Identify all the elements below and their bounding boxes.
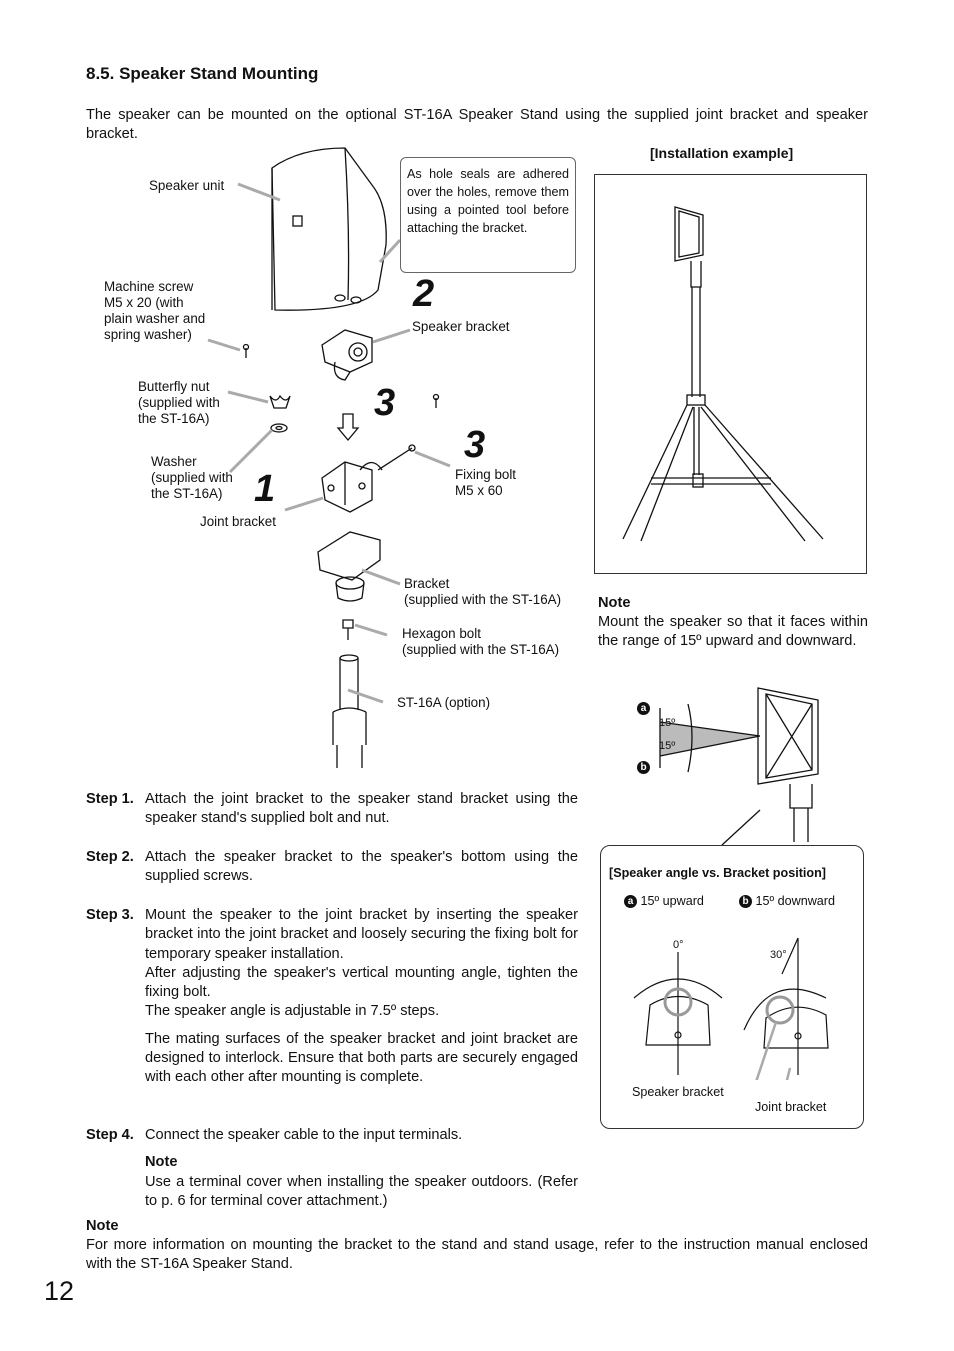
step4-note-label: Note xyxy=(145,1154,178,1171)
label-joint-bracket: Joint bracket xyxy=(200,514,276,529)
angle-up-label: 15º xyxy=(659,717,676,729)
note-bottom-text: For more information on mounting the bracket to the stand and stand usage, refer to the instruction manual enclosed with the ST-16A Speaker Stand. xyxy=(86,1237,868,1272)
label-speaker-bracket-angle: Speaker bracket xyxy=(632,1085,724,1099)
step4-note-text: Use a terminal cover when installing the speaker outdoors. (Refer to p. 6 for terminal cover attachment.) xyxy=(145,1173,578,1209)
angle-box-title: [Speaker angle vs. Bracket position] xyxy=(609,866,826,880)
step-3: Step 3. Mount the speaker to the joint bracket by inserting the speaker bracket into the joint bracket and loosely securing the fixing bolt for temporary speaker installation. After adjusting the speaker's vertical mounting angle, tighten the fixing bolt. The speaker angle is adjustable in 7.5º steps. The mating surfaces of the speaker bracket and joint bracket are designed to interlock. Ensure that both parts are securely engaged with each other after mounting is complete. xyxy=(86,907,578,1086)
step-1: Step 1. Attach the joint bracket to the speaker stand bracket using the speaker stand's supplied bolt and nut. xyxy=(86,791,578,827)
label-joint-bracket-angle: Joint bracket xyxy=(755,1100,827,1114)
page-number: 12 xyxy=(44,1276,75,1306)
note-right xyxy=(598,594,868,651)
installation-example-title: [Installation example] xyxy=(650,145,794,161)
step-number-2: 2 xyxy=(413,273,435,315)
bracket-position-diagram xyxy=(620,930,850,1080)
option-b: b 15º downward xyxy=(739,894,835,908)
mark-b-bottom: b xyxy=(637,758,650,776)
installation-example-frame xyxy=(594,174,867,574)
step-4: Step 4. Connect the speaker cable to the input terminals. Note Use a terminal cover when installing the speaker outdoors. (Refer to p. 6 for terminal cover attachment.) xyxy=(86,1127,578,1209)
mark-a-top: a xyxy=(637,699,650,717)
note-bottom-label: Note xyxy=(86,1218,119,1234)
intro-paragraph: The speaker can be mounted on the optional ST-16A Speaker Stand using the supplied joint bracket and speaker bracket. xyxy=(86,107,868,142)
step-number-3b: 3 xyxy=(464,424,486,466)
label-fixing-bolt: Fixing bolt M5 x 60 xyxy=(455,467,517,498)
step-2: Step 2. Attach the speaker bracket to the speaker's bottom using the supplied screws. xyxy=(86,849,578,885)
note-right-text: Mount the speaker so that it faces within the range of 15º upward and downward. xyxy=(598,614,868,649)
label-washer: Washer (supplied with the ST-16A) xyxy=(151,454,233,501)
label-hexagon-bolt: Hexagon bolt (supplied with the ST-16A) xyxy=(402,626,560,657)
label-stand: ST-16A (option) xyxy=(397,695,491,710)
label-speaker-unit: Speaker unit xyxy=(149,178,225,193)
deg-30-label: 30° xyxy=(770,949,787,961)
label-speaker-bracket: Speaker bracket xyxy=(412,319,510,334)
label-machine-screw: Machine screw M5 x 20 (with plain washer and spring washer) xyxy=(104,279,206,342)
label-butterfly-nut: Butterfly nut (supplied with the ST-16A) xyxy=(138,379,220,426)
option-a: a 15º upward xyxy=(624,894,704,908)
section-title: 8.5. Speaker Stand Mounting xyxy=(86,64,319,83)
step-number-3a: 3 xyxy=(374,382,396,424)
angle-down-label: 15º xyxy=(659,740,676,752)
note-bottom xyxy=(86,1217,868,1274)
note-right-label: Note xyxy=(598,595,631,611)
stand-illustration xyxy=(595,175,866,573)
deg-0-label: 0° xyxy=(673,939,684,951)
hole-seal-note: As hole seals are adhered over the holes, remove them using a pointed tool before attaching the bracket. xyxy=(400,157,576,273)
step-number-1: 1 xyxy=(254,468,276,510)
label-bracket: Bracket (supplied with the ST-16A) xyxy=(404,576,562,607)
